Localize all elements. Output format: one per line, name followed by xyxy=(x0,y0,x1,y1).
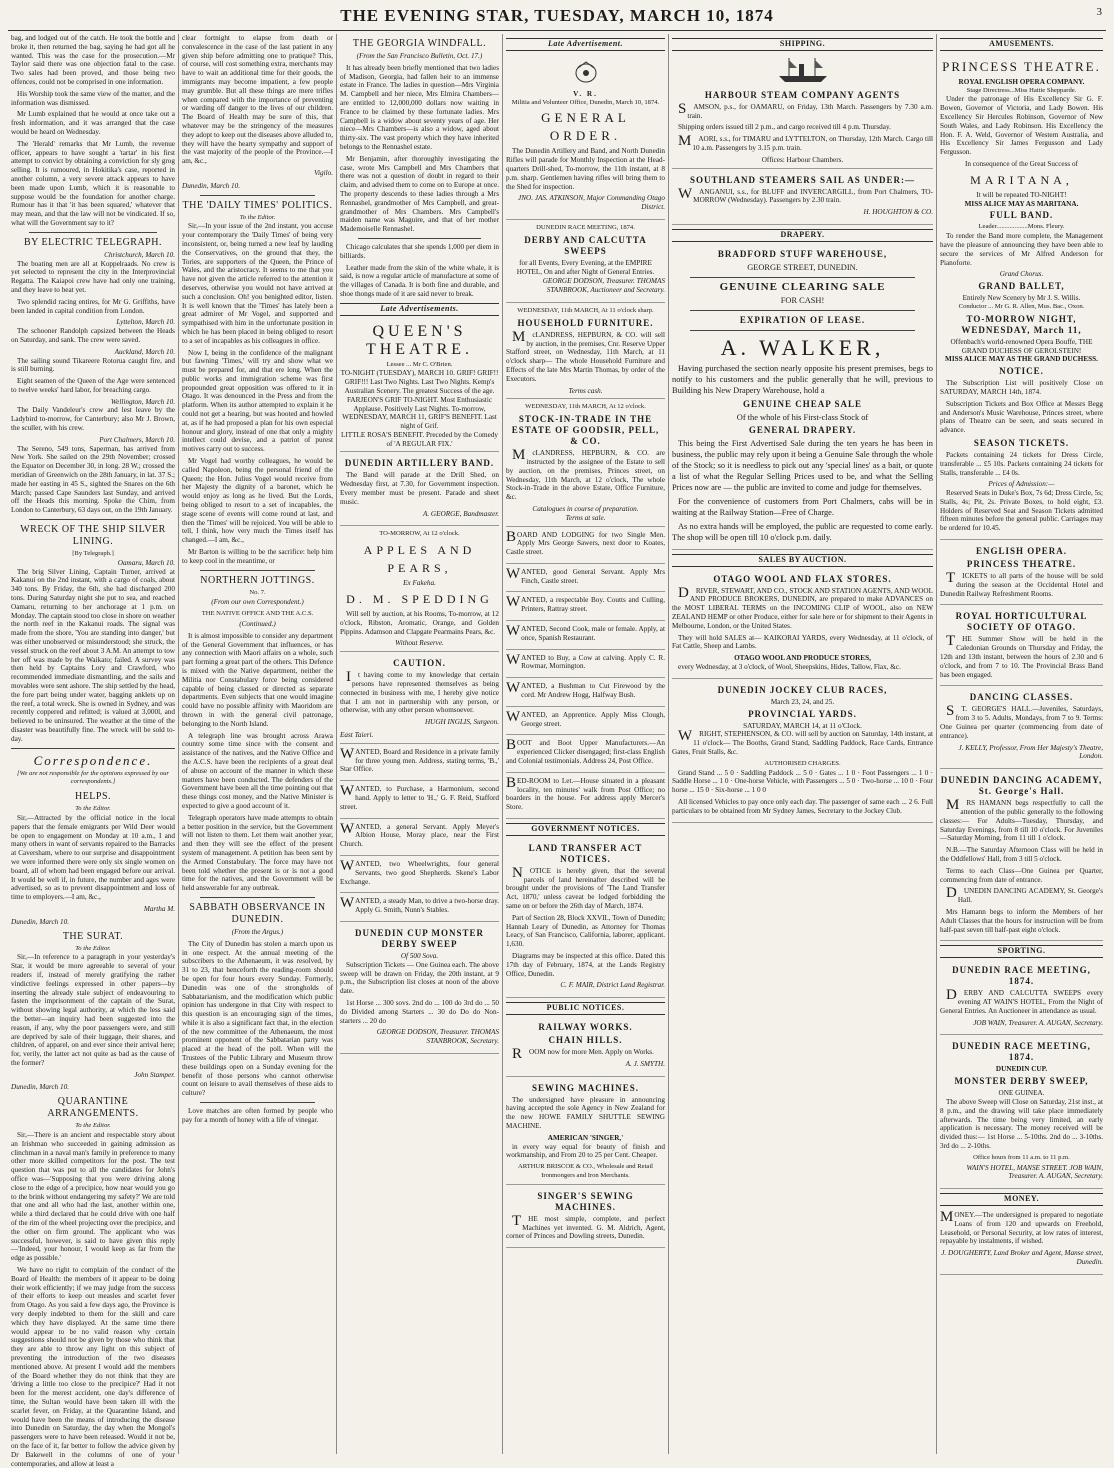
ad-note: Catalogues in course of preparation. xyxy=(532,504,639,513)
section-heading-sporting: SPORTING. xyxy=(940,945,1103,958)
dateline: Christchurch, March 10. xyxy=(104,250,175,259)
money-loans-ad xyxy=(940,1209,1103,1275)
ad-date: WEDNESDAY, 11th MARCH, At 12 o'clock. xyxy=(525,403,646,411)
ad-title: DUNEDIN RACE MEETING, 1874. xyxy=(536,223,635,231)
ad-title: DUNEDIN JOCKEY CLUB RACES, xyxy=(717,684,888,695)
divider xyxy=(358,238,481,239)
ad-signature: J. KELLY, Professor, From Her Majesty's Theatre, London. xyxy=(958,743,1103,761)
dancing-classes-ad xyxy=(940,688,1103,769)
ad-text: Entirely New Scenery by Mr J. S. Willis. xyxy=(962,294,1081,303)
section-heading-shipping: SHIPPING. xyxy=(672,38,933,51)
ad-title: OTAGO WOOL AND FLAX STORES. xyxy=(713,573,892,584)
auctioneer-name: D. M. SPEDDING xyxy=(346,592,493,607)
ad-subtitle: ONE GUINEA. xyxy=(998,1089,1045,1098)
wanted-ad: WANTED, good General Servant. Apply Mrs Finch, Castle street. xyxy=(506,566,665,593)
ad-title: MARITANA, xyxy=(970,172,1073,187)
ad-text: All licensed Vehicles to pay once only each day. The passenger of same each ... 2 6. Full particulars to be obtained from Mr Sydney James, Secretary to the Jockey Club. xyxy=(672,797,933,815)
divider xyxy=(11,748,175,749)
ad-title: DUNEDIN DANCING ACADEMY, St. George's Hall. xyxy=(940,775,1103,797)
ad-text: Lessee ... Mr C. O'Brien. xyxy=(386,360,453,368)
singer-ad xyxy=(506,1187,665,1248)
ad-title: TO-MORROW NIGHT, WEDNESDAY, March 11, xyxy=(961,313,1082,335)
ad-title: CAUTION. xyxy=(393,658,446,669)
ad-text: every Wednesday, at 3 o'clock, of Wool, Sheepskins, Hides, Tallow, Flax, &c. xyxy=(678,662,901,671)
masthead xyxy=(8,4,1106,31)
section-heading-telegraph: BY ELECTRIC TELEGRAPH. xyxy=(24,236,162,248)
letter-text: Mr Barton is willing to be the sacrifice: help him to keep cool in the meantime, or xyxy=(182,548,333,565)
ad-signature: A. J. SMYTH. xyxy=(625,1059,665,1068)
ad-text: Having purchased the section nearly opposite his present premises, begs to notify to his customers and the public generally that he will, previous to Building his New Drapery Warehouse, hold a xyxy=(672,363,933,395)
ad-text: Office hours from 11 a.m. to 11 p.m. xyxy=(973,1153,1070,1161)
divider xyxy=(200,1102,315,1103)
princess-theatre-ad xyxy=(940,54,1103,540)
furniture-auction-ad xyxy=(506,305,665,399)
letter-heading: THE 'DAILY TIMES' POLITICS. xyxy=(182,199,333,211)
ad-text: Subscription Tickets and Box Office at Messrs Begg and Anderson's Music Warehouse, Princes street, where plans of Theatre can be seen, and seats secured in advance. xyxy=(940,399,1103,435)
ad-text: V. R. xyxy=(573,89,598,98)
ad-title: STOCK-IN-TRADE IN THE ESTATE OF GOODSIR, PELL, & CO. xyxy=(511,414,660,447)
apples-pears-ad xyxy=(340,528,499,652)
ad-signature: GEORGE DODSON, Treasurer. THOMAS STANBROOK, Secretary. xyxy=(376,1028,499,1046)
wanted-ad: WANTED, an Apprentice. Apply Miss Clough, George street. xyxy=(506,709,665,736)
letter-text: Sir,—There is an ancient and respectable story about an Irishman who succeeded in gaining admission as clinchman in a naval man's family in preference to many other more skilled competitors for the post. The test question that was put to all the candidates for John's office was—'Supposing that you were driving along close to the edge of a precipice, how near would you go to the brink without endangering my safety?' We are told that one and all who had the last, another within one, while a third declared that he could drive with one half of the rim of the wheel projecting over the precipice, and the other on firm ground. The applicant who was successful, however, is said to have given this reply—'Indeed, your honour, I would keep as far from the edge as possible.' xyxy=(11,1131,175,1263)
ad-title: GENUINE CHEAP SALE xyxy=(742,398,863,409)
column-2: clear fortnight to elapse from death or convalescence in the case of the last patient in any given ship before admitting one to pratique? This, of course, will cost something extra, merchants may have to wait an additional time for their goods, the immigrants may become impatient, a few people may grumble. But all these things are mere trifles when compared with the importance of preventing or warding off danger to the lives of our children. The Board of Health may be sure of this, that whatever may be the stringency of the measures they adopt to keep out the diseases above alluded to, they will have the hearty sympathy and support of the vast majority of the people of the Province.—I am, &c., Vigilo. Dunedin, March 10. THE 'DAILY TIMES' POLITICS. To the Editor. Sir,—In your issue of the 2nd instant, you accuse your contemporary the 'Daily Times' of being very inconsistent, or, being turned a new leaf by lauding the Conservatives, on the ground that they, the Tories, are supporters of the Queen, the Prince of Wales, and the aristocracy. It seems to me that you have not given the article referred to the attention it deserves, otherwise you would not have arrived at such a conclusion. Oh! you benighted editor, listen. It is well known that the 'Times' has lately been a great admirer of Mr Vogel, and supported and sympathised with him in the unfortunate position in which he has been placed in being obliged to resort to a set of incapables as his colleagues in office. Now I, being in the confidence of the malignant but fawning 'Times,' will try and show what we must be prepared for, and that ere long. When the public works and immigration scheme was first propounded great opposition was offered to it in Otago. It was denounced in the Press and from the platform. When its author attempted to explain it he could not get a hearing, but was hooted and howled at, as if he had proposed a plan for his own especial honour and glory, instead of one that only a mighty intellect could devise, and a patriot of purest motives carry out to success. Mr Vogel had worthy colleagues, he would be called Napoleon, being the personal friend of the Queen; the Hon. Julius Vogel would receive from her Majesty the dignity of a baronet, which he would enjoy as long as he lived. But the Lords, being obliged to resort to a set of incapables, the stage scene of events will come round at last, and then the 'Times' will be rejoiced. You will be able to tell, I think, how very much the Times itself has changed.—I am, &c., Mr Barton is willing to be the sacrifice: help him to keep cool in the meantime, or NORTHERN JOTTINGS. No. 7. (From our own Correspondent.) THE NATIVE OFFICE AND THE A.C.S. (Continued.) It is almost impossible to consider any department of the General Government that influences, or has any connection with Maori affairs on a whole, such part forming a great part of the others. This Defence is mixed with the Native department, neither the Militia nor Constabulary force being considered capable of being classed or directed as separate departments. Even subjects that one would imagine could have no possible affinity with Maoridom are thrown in with the general civil patronage, belonging to the North Island. A telegraph line was brought across Arawa country some time since with the consent and assistance of the natives, and the Native Office and the A.C.S. have been the recipients of a great deal of abuse on account of the manner in which these matters have been conducted. The defenders of the Government have been all the time pointing out that these things cost money, and the Native Minister is expected to give a good account of it. Telegraph operators have made attempts to obtain a better position in the service, but the Government will not listen to them. Let them wait another year, and then they will see the effect of the present system of management. A petition has been sent by the Armed Constabulary. The force may have not been told whether the present is or is not a good time for the natives, and the Government will be held answerable for any outbreak. SABBATH OBSERVANCE IN DUNEDIN. (From the Argus.) The City of Dunedin has stolen a march upon us in one respect. At the annual meeting of the subscribers to the Athenaeum, it was resolved, by 31 to 23, that henceforth the reading-room should be open for four hours every Sunday. Formerly, Dunedin was one of the strongholds of Sabbatarianism, and the modification which public opinion has undergone in that City with respect to this question is an encouraging sign of the times, while it is also a significant fact that, in the election of the new committee of the Athenaeum, the most prominent opponent of the Sabbatarian party was placed at the head of the poll. When will the Trustees of the Public Library and Museum throw these buildings open on a Sunday evening for the benefit of those persons who cannot otherwise count on leisure to avail themselves of these aids to culture? Love matches are often formed by people who pay for a month of honey with a life of vinegar. xyxy=(178,34,336,1454)
ad-title: DUNEDIN ARTILLERY BAND. xyxy=(344,458,495,469)
ad-text: As no extra hands will be employed, the public are requested to come early. The shop will be open till 10 o'clock p.m. daily. xyxy=(672,521,933,542)
ad-title: QUEEN'S THEATRE. xyxy=(365,322,474,358)
ad-text: MISS ALICE MAY AS MARITANA. xyxy=(964,199,1079,208)
article-paragraph: A telegraph line was brought across Arawa country some time since with the consent and assistance of the natives, and the Native Office and the A.C.S. have been the recipients of a great deal of abuse on account of the manner in which these matters have been conducted. The defenders of the Government have been all the time pointing out that these things cost money, and the Native Minister is expected to give a good account of it. xyxy=(182,731,333,810)
ad-text: Diagrams may be inspected at this office. Dated this 17th day of February, 1874, at the Lands Registry Office, Dunedin. xyxy=(506,952,665,978)
ad-title: CHAIN HILLS. xyxy=(548,1034,623,1045)
derby-sweep-ad xyxy=(340,924,499,1054)
ad-signature: JOB WAIN, Treasurer. A. AUGAN, Secretary. xyxy=(973,1018,1103,1027)
ad-text: WANGANUI, s.s., for BLUFF and INVERCARGILL, from Port Chalmers, TO-MORROW (Wednesday). Passengers by 2.30 train. xyxy=(678,185,933,205)
ad-title: DUNEDIN RACE MEETING, 1874. xyxy=(952,1041,1091,1063)
wanted-ad: WANTED, a respectable Boy. Coutts and Culling, Printers, Rattray street. xyxy=(506,594,665,621)
ad-signature: ARTHUR BRISCOE & CO., Wholesale and Retail Ironmongers and Iron Merchants. xyxy=(517,1163,653,1179)
ad-title: DERBY AND CALCUTTA SWEEPS xyxy=(524,234,647,256)
wanted-ad: WANTED to Buy, a Cow at calving. Apply C. R. Rowmar, Mornington. xyxy=(506,652,665,679)
ad-note: Terms cash. xyxy=(568,386,603,395)
general-order-ad xyxy=(506,54,665,220)
editorial-note: [We are not responsible for the opinions expressed by our correspondents.] xyxy=(17,769,169,786)
ad-subtitle: FOR CASH! xyxy=(780,295,825,305)
ad-text: MISS ALICE MAY AS THE GRAND DUCHESS. xyxy=(945,355,1098,364)
ad-text: The Dunedin Artillery and Band, and North Dunedin Rifles will parade for Monthly Inspection at the Head-quarters Drill-shed, To-morrow, the 11th instant, at 8 p.m. sharp. Gentlemen having rifles will bring them to the Shed for inspection. xyxy=(506,147,665,191)
divider xyxy=(29,519,157,520)
section-subheading: (From our own Correspondent.) xyxy=(211,598,304,607)
ad-text: for all Events, Every Evening, at the EMPIRE HOTEL, On and after Night of General Entries. xyxy=(516,258,655,276)
ad-title: AMERICAN 'SINGER,' xyxy=(547,1133,624,1142)
letter-date: Dunedin, March 10. xyxy=(182,181,241,190)
ad-title: A. WALKER, xyxy=(720,334,885,360)
ad-place: East Taieri. xyxy=(340,731,374,740)
section-heading-money: MONEY. xyxy=(940,1193,1103,1206)
walker-drapery-ad xyxy=(672,245,933,550)
ad-text: McLANDRESS, HEPBURN, & CO. are instructed by the assignee of the Estate to sell by auction, on the premises, Princes street, on Wednesday, 11th March, at 12 o'clock, The whole Stock-in-Trade in the above Estate, Office Furniture, &c. xyxy=(506,447,665,502)
column-1: bag, and lodged out of the catch. He took the bottle and broke it, then returned the bag, saying he had got all he wanted. This was the case for the prosecution.—Mr Taylor said there was one objection fatal to the case. Two sales had been proved, and those being two offences, could not be comprised in one information. His Worship took the same view of the matter, and the information was dismissed. Mr Lumb explained that he would at once take out a fresh information, and it was arranged that the case would be heard on Wednesday. The 'Herald' remarks that Mr Lumb, the revenue officer, appears to have sought a 'tartar' in his first attempt to convict by obtaining a conviction for sly grog selling. It is rumoured, in Hokitika's case, reported in another column, a very severe attack appears to have been made upon Lumb, which it is reasonable to suppose would be the foundation for another charge. Rumour has it that 'it has been squared,' whatever that may mean, and that the law will not be vindicated. If so, what will the Government say to it? BY ELECTRIC TELEGRAPH. Christchurch, March 10. The boating men are all at Koppelraads. No crew is yet selected to represent the city in the Interprovincial Regatta. The Kaiapoi crew have had only one training, and they leave to beat yet. Two splendid racing entires, for Mr G. Griffiths, have been landed in capital condition from London. Lyttelton, March 10. The schooner Randolph capsized between the Heads on Saturday, and sank. The crew were saved. Auckland, March 10. The sailing sound Tikareere Rotorua caught fire, and is still burning. Eight seamen of the Queen of the Age were sentenced to twelve weeks' hard labor, for breaching cargo. Wellington, March 10. The Daily Vandeleur's crew and lest leave by the Ladybird to-morrow, for Canterbury; also Mr J. Brown, the sculler, with his crew. Port Chalmers, March 10. The Sereno, 549 tons, Saperman, has arrived from New York. She sailed on the 29th November; crossed the Equator on December 30, in long. 28 W.; crossed the meridian of Greenwich on the 28th January, in lat. 37 S.; made her easting in 45 S., sighted the Snares on the 6th March; passed Cape Saunders last Sunday, and arrived off the Heads this morning. Spoke the Chim, from London to Canterbury, 63 days out, on the 19th January. WRECK OF THE SHIP SILVER LINING. [By Telegraph.] Oamaru, March 10. The brig Silver Lining, Captain Turner, arrived at Kakanui on the 2nd instant, with a cargo of coals, about 340 tons. By Friday, the 6th, she had discharged 200 tons. During Saturday night she put to sea, and reached Oamaru, returning to her anchorage at 1 p.m. on Monday. The captain stood too close in shore on weather the north reef in the Kakanui roads. The signal was made from the shore, 'You are standing into danger,' but was either unobserved or misunderstood; she struck, the vessel struck on the reef about 3 A.M. An attempt to tow her off was made by the Waikato; failed. A survey was then held by Captains Lory and Crawford, who recommended immediate dismantling, and the sails and movables were sent ashore. The ship settled by the head, the fore part being under water, bagging anklets up on the reef, a total wreck. She is owned in Sydney, and was recently coppered and refitted; is valued at 3,000l, and believed to be uninsured. The weather at the time of the disaster was beautifully fine. The wreck will be sold to-day. Correspondence. [We are not responsible for the opinions expressed by our correspondents.] HELPS. To the Editor. Sir,—Attracted by the official notice in the local papers that the female emigrants per Wild Deer would be open to engagement on Monday at 10 a.m., I and many others in want of servants repaired to the Barracks at Caversham, where to our surprise and disappointment we were informed there were only six single women on board, all of whom had been engaged before our arrival. It would be well if, in future, the number and ages were advertised, so as to prevent disappointment and loss of time to employers.—I am, &c., Martha M. Dunedin, March 10. THE SURAT. To the Editor. Sir,—In reference to a paragraph in your yesterday's Star, it would be more agreeable to several of your readers if, instead of merely gratifying the rather vindictive feelings expressed in other papers—by inserting the already stale subject of endeavouring to fasten the imprisonment of the captain of the Surat, without showing legal authority, at which the less said the better—an inquiry had been suggested into the reason, if any, why the poor passengers were, and still are deprived by sale of their luggage, their shares, and children, of apparel, on and ever since their arrival here; for, verily, the latter act not quite as bad as the cause of the former? John Stamper. Dunedin, March 10. QUARANTINE ARRANGEMENTS. To the Editor. Sir,—There is an ancient and respectable story about an Irishman who succeeded in gaining admission as clinchman in a naval man's family in preference to many other more skilled competitors for the post. The test question that was put to all the candidates for John's office was—'Supposing that you were driving along close to the edge of a precipice, how near would you go to the brink without endangering my safety?' We are told that one and all who had the last, another within one, while a third declared that he could drive with one half of the rim of the wheel projecting over the precipice, and the other on firm ground. The applicant who was successful, however, is said to have given this reply—'Indeed, your honour, I would keep as far from the edge as possible.' We have no right to complain of the conduct of the Board of Health: the members of it appear to be doing their work efficiently; if we may judge from the success of their efforts to keep out measles and scarlet fever from Otago. As you said a few days ago, the Province is very deeply indebted to them for the skill and care which they have displayed. At the same time there would appear to be no valid reason why certain suggestions should not be given by those who think that they are able to throw any light on this subject of preventing the introduction of the two diseases mentioned above. At present I would add the members of the Board whether they do not think that they are 'driving a little too close to the precipice?' Had it not been for the merest accident, one day's difference of time, the Sultan would have been taken ill with the scarlet fever, on Friday, at the Quarantine Island, and would have been the means of introducing the disease into Dunedin on Saturday, the day when the Mongol's passengers were to have been released. Would it not be, on the face of it, far better to follow the advice given by Dr Bakewell in the columns of one of your contemporaries, and allow at least a xyxy=(11,34,175,1468)
ad-date: TO-MORROW, At 12 o'clock. xyxy=(379,530,460,538)
section-heading-late-ads: Late Advertisements. xyxy=(340,303,499,316)
article-paragraph: It has already been briefly mentioned that two ladies of Madison, Georgia, had fallen heir to an immense estate in France. The ladies in question—Mrs Virginia M. Campbell and her niece, Mrs Elmira Chambers—are entitled to 12,000,000 dollars now waiting in France to be claimed by these fortunate ladies. Mrs Campbell is a widow about seventy years of age. Her niece—Mrs Chambers—is also a widow, aged about thirty-six. The vast property which they have inherited belongs to the Rennashel estate. xyxy=(340,63,499,151)
ad-text: N.B.—The Saturday Afternoon Class will be held in the Oddfellows' Hall, from 3 till 5 o'clock. xyxy=(940,846,1103,864)
ad-text: MRS HAMANN begs respectfully to call the attention of the public generally to the following classes:— For Adults—Tuesday, Thursday, and Saturday Evenings, from 8 till 10 o'clock. For Juveniles—Saturday Morning, from 11 till 1 o'clock. xyxy=(940,797,1103,843)
column-6 xyxy=(936,34,1106,1454)
steamship-icon xyxy=(773,54,833,84)
masthead-title: THE EVENING STAR, TUESDAY, MARCH 10, 1874 xyxy=(340,6,774,25)
ad-text: THE most simple, complete, and perfect Machines yet invented. G. M. Aldrich, Agent, corner of Princes and Dowling streets, Dunedin. xyxy=(506,1212,665,1241)
monster-sweep-ad xyxy=(940,1037,1103,1189)
ad-title: PRINCESS THEATRE. xyxy=(942,58,1101,74)
letter-heading: HELPS. xyxy=(74,791,112,803)
telegram-text: The boating men are all at Koppelraads. No crew is yet selected to represent the city in the Interprovincial Regatta. The Kaiapoi crew have had only one training, and they leave to beat yet. xyxy=(11,259,175,294)
section-heading-georgia: THE GEORGIA WINDFALL. xyxy=(352,38,487,49)
ad-subtitle: AUTHORISED CHARGES. xyxy=(764,759,841,767)
ad-signature: JNO. JAS. ATKINSON, Major Commanding Otago District. xyxy=(518,194,665,212)
charges-list: Grand Stand ... 5 0 · Saddling Paddock ... 5 0 · Gates ... 1 0 · Foot Passengers ... 1 0 · Saddle Horse ... 1 0 · One-horse Vehicle, with Passengers ... 5 0 · Two-horse ... 10 0 · Four horse ... 15 0 · Six-horse ... 1 0 0 xyxy=(672,768,933,795)
section-heading-government: GOVERNMENT NOTICES. xyxy=(506,823,665,836)
ad-text: in every way equal for beauty of finish and workmanship, and From 20 to 25 per Cent. Cheaper. xyxy=(506,1142,665,1160)
section-subheading: (From the Argus.) xyxy=(231,927,284,936)
ad-text: Terms to each Class—One Guinea per Quarter, commencing from date of entrance. xyxy=(940,866,1103,884)
letter-text: clear fortnight to elapse from death or convalescence in the case of the last patient in any given ship before admitting one to pratique? This, of course, will cost something extra, merchants may have to wait an additional time for their goods, the immigrants may become impatient, a few people may grumble. But all these things are mere trifles when compared with the importance of preventing or warding off danger to the lives of our children. The Board of Health may be sure of this, that whatever may be the stringency of the measures they adopt to keep out the diseases above alluded to, they will have the hearty sympathy and support of the vast majority of the people of the Province.—I am, &c., xyxy=(182,34,333,166)
ad-text: WRIGHT, STEPHENSON, & CO. will sell by auction on Saturday, 14th instant, at 11 o'clock— The Booths, Grand Stand, Saddling Paddock, Race Cards, Entrance Gates, Fruit Stalls, &c. xyxy=(672,728,933,756)
telegram-text: Eight seamen of the Queen of the Age were sentenced to twelve weeks' hard labor, for breaching cargo. xyxy=(11,377,175,394)
ad-text: Offices: Harbour Chambers. xyxy=(761,155,844,164)
wanted-ad: WANTED, Second Cook, male or female. Apply, at once, Spanish Restaurant. xyxy=(506,623,665,650)
ad-signature: HUGH INGLIS, Surgeon. xyxy=(424,718,499,727)
letter-date: Dunedin, March 10. xyxy=(11,917,70,926)
letter-text: Sir,—Attracted by the official notice in the local papers that the female emigrants per Wild Deer would be open to engagement on Monday at 10 a.m., I and many others in want of servants repaired to the Barracks at Caversham, where to our surprise and disappointment we were informed there were only six single women on board, all of whom had been engaged before our arrival. It would be well if, in future, the number and ages were advertised, so as to prevent disappointment and loss of time to employers.—I am, &c., xyxy=(11,813,175,902)
english-opera-ad xyxy=(940,542,1103,605)
page-number: 3 xyxy=(1096,6,1102,18)
wanted-ad: WANTED, a Bushman to Cut Firewood by the cord. Mr Andrew Hogg, Halfway Bush. xyxy=(506,680,665,707)
letter-text: We have no right to complain of the conduct of the Board of Health: the members of it appear to be doing their work efficiently; if we may judge from the success of their efforts to keep out measles and scarlet fever from Otago. As you said a few days ago, the Province is very deeply indebted to them for the skill and care which they have displayed. At the same time there would appear to be no valid reason why certain suggestions should not be given by those who think that they are able to throw any light on this subject of preventing the introduction of the two diseases mentioned above. At present I would add the members of the Board whether they do not think that they are 'driving a little too close to the precipice?' Had it not been for the merest accident, one day's difference of time, the Sultan would have been taken ill with the scarlet fever, on Friday, at the Quarantine Island, and would have been the means of introducing the disease into Dunedin on Saturday, the day when the Mongol's passengers were to have been released. Would it not be, on the face of it, far better to follow the advice given by Dr Bakewell in the columns of one of your contemporaries, and allow at least a xyxy=(11,1266,175,1468)
ad-note: Without Reserve. xyxy=(395,639,444,648)
dateline: Port Chalmers, March 10. xyxy=(99,435,175,444)
ad-title: GENUINE CLEARING SALE xyxy=(719,280,886,293)
ad-text: Ex Fakeha. xyxy=(403,579,436,588)
ad-text: Of the whole of his First-class Stock of xyxy=(736,412,869,422)
dateline: Auckland, March 10. xyxy=(114,347,175,356)
ad-text: DRIVER, STEWART, AND CO., STOCK AND STATION AGENTS, AND WOOL AND PRODUCE BROKERS, DUNEDIN, are prepared to make ADVANCES on the MOST LIBERAL TERMS on the INCOMING CLIP of WOOL, also on NEW ZEALAND HEMP or other Produce, either for sale here or for shipment to their Agents in Melbourne, London, or the United States. xyxy=(672,584,933,630)
ad-title: HARBOUR STEAM COMPANY AGENTS xyxy=(704,89,901,100)
sewing-machines-ad xyxy=(506,1079,665,1185)
divider xyxy=(690,330,915,331)
ad-text: LITTLE ROSA'S BENEFIT. Preceded by the Comedy of 'A REGULAR FIX.' xyxy=(340,430,499,448)
section-heading-wreck: WRECK OF THE SHIP SILVER LINING. xyxy=(20,524,166,548)
ad-text: Stage Directress...Miss Hattie Shepparde. xyxy=(966,86,1077,94)
ad-signature: C. F. MAIR, District Land Registrar. xyxy=(560,981,665,990)
section-heading-amusements: AMUSEMENTS. xyxy=(940,38,1103,51)
ad-text: ROOM now for more Men. Apply on Works. xyxy=(512,1045,654,1062)
section-number: No. 7. xyxy=(249,588,266,596)
bedroom-ad: BED-ROOM to Let.—House situated in a pleasant locality, ten minutes' walk from Post Office; no boarders in the house. For address apply Mercer's Store. xyxy=(506,775,665,819)
ad-text: For the convenience of customers from Port Chalmers, cabs will be in waiting at the Railway Station—Free of Charge. xyxy=(672,496,933,517)
ad-text: TO-NIGHT (TUESDAY), MARCH 10. GRIF! GRIF!! GRIF!!! Last Two Nights. Last Two Nights. Kemp's Australian Scenery. The greatest Success of the age. FARJEON'S GRIF TO-NIGHT. Most Enthusiastic Applause. Positively Last Nights. To-morrow, WEDNESDAY, MARCH 11, GRIF'S BENEFIT. Last night of Grif. xyxy=(340,369,499,431)
ad-title: FULL BAND. xyxy=(989,210,1054,221)
ad-date: SATURDAY, MARCH 14, at 11 o'Clock. xyxy=(743,721,862,730)
divider xyxy=(690,277,915,278)
ad-text: Militia and Volunteer Office, Dunedin, March 10, 1874. xyxy=(511,98,660,106)
letter-text: Now I, being in the confidence of the malignant but fawning 'Times,' will try and show what we must be prepared for, and that ere long. When the public works and immigration scheme was first propounded great opposition was offered to it in Otago. It was denounced in the Press and from the platform. When its author attempted to explain it he could not get a hearing, but was hooted and howled at, as if he had proposed a plan for his own especial honour and glory, instead of one that only a mighty intellect could devise, and a patriot of purest motives carry out to success. xyxy=(182,348,333,454)
section-heading-auction: SALES BY AUCTION. xyxy=(672,554,933,567)
column-5 xyxy=(668,34,936,1454)
divider xyxy=(690,310,915,311)
ad-title: PROVINCIAL YARDS. xyxy=(748,708,857,719)
ad-text: NOTICE is hereby given, that the several parcels of land hereinafter described will be brought under the provisions of 'The Land Transfer Act, 1870,' unless caveat be lodged forbidding the same on or before the 26th day of March, 1874. xyxy=(506,864,665,911)
ad-title: SOUTHLAND STEAMERS SAIL AS UNDER:— xyxy=(689,174,916,185)
ad-subtitle: Of 500 Sova. xyxy=(400,951,439,960)
ad-note: Terms at sale. xyxy=(565,513,606,522)
ad-text: Conductor ... Mr G. R. Allen, Mus. Bac., Oxon. xyxy=(958,302,1085,310)
ad-subtitle: GEORGE STREET, DUNEDIN. xyxy=(747,262,858,272)
ad-text: MONEY.—The undersigned is prepared to negotiate Loans of from 120 and upwards on Freehold, Leasehold, or Personal Security, at low rates of interest, repayable by instalments, if wished. xyxy=(940,1208,1103,1246)
wanted-ad: WANTED, two Wheelwrights, four general Servants, two good Shepherds. Skene's Labor Exchange. xyxy=(340,858,499,893)
prize-list: 1st Horse ... 300 sovs. 2nd do ... 100 do 3rd do ... 50 do Divided among Starters ... 30 do Do do Non-starters ... 20 do xyxy=(340,998,499,1025)
continued-note: (Continued.) xyxy=(239,620,276,629)
ad-text: The Band will parade at the Drill Shed, on Wednesday first, at 7.30, for Government inspection. Every member must be present. Parade and sheet music. xyxy=(340,471,499,506)
ad-title: DUNEDIN CUP MONSTER DERBY SWEEP xyxy=(354,927,484,949)
wanted-ad: WANTED, a general Servant. Apply Meyer's Albion House, Moray place, near the First Church. xyxy=(340,821,499,856)
ad-text: The undersigned have pleasure in announcing having accepted the sole Agency in New Zealand for the new HOWE FAMILY SHUTTLE SEWING MACHINE. xyxy=(506,1095,665,1130)
ad-text: Leader...................Mons. Fleury. xyxy=(978,223,1065,231)
wanted-ad: WANTED, Board and Residence in a private family for three young men. Address, stating terms, 'B.,' Star Office. xyxy=(340,746,499,781)
article-paragraph: bag, and lodged out of the catch. He took the bottle and broke it, then returned the bag, saying he had got all he wanted. This was the case for the prosecution.—Mr Taylor said there was one objection fatal to the case. Two sales had been proved, and those being two offences, could not be comprised in one information. xyxy=(11,34,175,86)
letter-text: Mr Vogel had worthy colleagues, he would be called Napoleon, being the personal friend of the Queen; the Hon. Julius Vogel would receive from her Majesty the dignity of a baronet, which he would enjoy as long as he lived. But the Lords, being obliged to resort to a set of incapables, the stage scene of events will come round at last, and then the 'Times' will be rejoiced. You will be able to tell, I think, how very much the Times itself has changed.—I am, &c., xyxy=(182,457,333,545)
letter-signature: Martha M. xyxy=(143,904,175,913)
queens-theatre-ad xyxy=(340,319,499,453)
article-paragraph: It is almost impossible to consider any department of the General Government that influences, or has any connection with Maori affairs on a whole, such part forming a great part of the others. This Defence is mixed with the Native department, neither the Militia nor Constabulary force being considered capable of being classed or directed as separate departments. Even subjects that one would imagine could have no possible affinity with Maoridom are thrown in with the general civil patronage, belonging to the North Island. xyxy=(182,631,333,728)
ad-signature: H. HOUGHTON & CO. xyxy=(863,208,933,217)
letter-date: Dunedin, March 10. xyxy=(11,1083,70,1092)
ad-signature: J. DOUGHERTY, Land Broker and Agent, Manse street, Dunedin. xyxy=(941,1249,1103,1266)
telegram-text: The sailing sound Tikareere Rotorua caught fire, and is still burning. xyxy=(11,356,175,374)
ad-title: GRAND BALLET, xyxy=(978,281,1065,292)
column-3 xyxy=(336,34,502,1454)
ad-title: GENERAL DRAPERY. xyxy=(748,424,857,435)
letter-signature: Vigilo. xyxy=(314,168,333,177)
ad-text: Part of Section 28, Block XXVII., Town of Dunedin; Hannah Leary of Dunedin, as Attorney for Thomas Leacy, of San Francisco, California, laborer, applicant. 1,630. xyxy=(506,913,665,949)
ad-text: DUNEDIN DANCING ACADEMY, St. George's Hall. xyxy=(946,885,1103,905)
ad-title: HOUSEHOLD FURNITURE. xyxy=(517,317,654,328)
article-paragraph: His Worship took the same view of the matter, and the information was dismissed. xyxy=(11,89,175,107)
wanted-ad: WANTED, a steady Man, to drive a two-horse dray. Apply G. Smith, Nunn's Stables. xyxy=(340,895,499,922)
ad-text: MAORI, s.s., for TIMARU and LYTTELTON, on Thursday, 12th March. Cargo till 10 a.m. Passengers by 3.15 p.m. train. xyxy=(678,133,933,152)
ad-text: This being the First Advertised Sale during the ten years he has been in business, the public may rely upon it being a Genuine Sale through the whole of the Stock; so it is needless to pick out any 'special lines' as a bait, or quote a list of what the Regular Selling Prices used to be, and what the Selling Prices now are — the public are invited to come and judge for themselves. xyxy=(672,438,933,492)
ad-title: ROYAL HORTICULTURAL SOCIETY OF OTAGO. xyxy=(955,611,1088,633)
ad-text: Packets containing 24 tickets for Dress Circle, transferable ... £5 10s. Packets containing 24 tickets for Stalls, transferable ... £4 0s. xyxy=(940,450,1103,477)
divider xyxy=(200,570,315,571)
letter-text: Sir,—In reference to a paragraph in your yesterday's Star, it would be more agreeable to several of your readers if, instead of merely gratifying the rather vindictive feelings expressed in other papers—by inserting the already stale subject of endeavouring to fasten the imprisonment of the captain of the Surat, without showing legal authority, at which the less said the better—an inquiry had been suggested into the reason, if any, why the poor passengers were, and still are deprived by sale of their luggage, their shares, and children, of apparel, on and ever since their arrival here; for, verily, the latter act not quite as bad as the cause of the former? xyxy=(11,953,175,1067)
ad-text: The Subscription List will positively Close on SATURDAY, MARCH 14th, 1874. xyxy=(940,379,1103,396)
wool-stores-ad xyxy=(672,570,933,679)
section-heading-late-ad: Late Advertisement. xyxy=(506,38,665,51)
ad-title: SEWING MACHINES. xyxy=(531,1082,639,1093)
wains-sweeps-ad xyxy=(940,961,1103,1035)
divider xyxy=(29,232,157,233)
section-subheading: [By Telegraph.] xyxy=(72,550,114,558)
section-heading-drapery: DRAPERY. xyxy=(672,229,933,242)
column-4 xyxy=(502,34,668,1454)
ad-text: ST. GEORGE'S HALL.—Juveniles, Saturdays, from 3 to 5. Adults, Mondays, from 7 to 9. Terms: One Guinea per quarter (commencing from date of entrance). xyxy=(940,703,1103,740)
ad-text: Subscription Tickets — One Guinea each. The above sweep will be drawn on Friday, the 20th instant, at 9 p.m., the Subscription list closes at noon of the above date. xyxy=(340,960,499,996)
ad-title: APPLES AND PEARS, xyxy=(363,543,476,576)
ad-text: In consequence of the Great Success of xyxy=(965,159,1078,168)
ad-text: THE Summer Show will be held in the Caledonian Grounds on Thursday and Friday, the 12th and 13th instant, between the hours of 2.30 and 6 o'clock, and from 7 to 10. The Provincial Brass Band has been engaged. xyxy=(940,633,1103,679)
ad-subtitle: ROYAL ENGLISH OPERA COMPANY. xyxy=(958,77,1085,86)
ad-title: ENGLISH OPERA. xyxy=(975,546,1067,557)
ad-title: BRADFORD STUFF WAREHOUSE, xyxy=(717,248,888,259)
ad-text: The above Sweep will Close on Saturday, 21st inst., at 8 p.m., and the drawing will take place immediately afterwards. The time being very limited, an early application is necessary. The money received will be divided thus:— 1st Horse ... 5-10ths. 2nd do ... 3-10ths. 3rd do ... 2-10ths. xyxy=(940,1097,1103,1150)
letter-heading: QUARANTINE ARRANGEMENTS. xyxy=(47,1096,139,1120)
section-heading-public: PUBLIC NOTICES. xyxy=(506,1002,665,1015)
article-paragraph: The brig Silver Lining, Captain Turner, arrived at Kakanui on the 2nd instant, with a cargo of coals, about 340 tons. By Friday, the 6th, she had discharged 200 tons. During Saturday night she put to sea, and reached Oamaru, returning to her anchorage at 1 p.m. on Monday. The captain stood too close in shore on weather the north reef in the Kakanui roads. The signal was made from the shore, 'You are standing into danger,' but was either unobserved or misunderstood; she struck, the vessel struck on the reef about 3 A.M. An attempt to tow her off was made by the Waikato; failed. A survey was then held by Captains Lory and Crawford, who recommended immediate dismantling, and the sails and movables were sent ashore. The ship settled by the head, the fore part being under water, bagging anklets up on the reef, a total wreck. She is owned in Sydney, and was recently coppered and refitted; is valued at 3,000l, and believed to be uninsured. The weather at the time of the disaster was beautifully fine. The wreck will be sold to-day. xyxy=(11,567,175,743)
ad-title: DUNEDIN RACE MEETING, 1874. xyxy=(952,965,1091,987)
ad-title: SINGER'S SEWING MACHINES. xyxy=(537,1190,634,1212)
ad-text: McLANDRESS, HEPBURN, & CO. will sell by auction, in the premises, Cnr. Reserve Upper Stafford street, on Wednesday, 11th March, at 11 o'clock sharp— The whole Household Furniture and Effects of the late Mrs Martin Thomas, by order of the Executors. xyxy=(506,328,665,383)
ad-text: Grand Chorus. xyxy=(999,270,1044,279)
section-subheading: (From the San Francisco Bulletin, Oct. 17.) xyxy=(356,52,483,60)
ad-text: Will sell by auction, at his Rooms, To-morrow, at 12 o'clock, Ribston, Aromatic, Orange, and Golden Pippins. Adamson and Clapgate Pearmains Pears, &c. xyxy=(340,610,499,636)
ad-text: It will be repeated TO-NIGHT! xyxy=(976,190,1067,199)
ad-title: SEASON TICKETS. xyxy=(973,437,1070,448)
ad-date: WEDNESDAY, 11th MARCH, At 11 o'clock sharp. xyxy=(517,306,654,314)
ad-text: Shipping orders issued till 2 p.m., and cargo received till 4 p.m. Thursday. xyxy=(678,123,891,132)
royal-crest-icon xyxy=(556,58,616,88)
ad-title: GENERAL ORDER. xyxy=(541,110,630,144)
article-paragraph: Leather made from the skin of the white whale, it is said, is now a regular article of manufacture at some of the villages of Canada. It is both fine and durable, and shoe thongs made of it are said never to break. xyxy=(340,263,499,298)
article-paragraph: Mr Benjamin, after thoroughly investigating the case, wrote Mrs Campbell and Mrs Chambers that there was not a question of doubt in regard to their claim, and advised them to come on to Europe at once. The property descends to these ladies through a Mrs Rennashel, grandmother of Mrs Campbell, and great-grandmother of Mrs Chambers. Mrs Campbell's maiden name was Maguire, and that of her mother Mademoiselle Rennashel. xyxy=(340,154,499,234)
divider xyxy=(200,897,315,898)
ad-text: Reserved Seats in Duke's Box, 7s 6d; Dress Circle, 5s; Stalls, 4s; Pit, 2s. Private Boxes, to hold eight, £3. Holders of Reserved Seat and Season Tickets admitted fifteen minutes before the general public. Carriages may be ordered for 10.45. xyxy=(940,489,1103,533)
letter-heading: THE SURAT. xyxy=(62,930,124,942)
article-paragraph: Love matches are often formed by people who pay for a month of honey with a life of vinegar. xyxy=(182,1107,333,1124)
race-sweeps-ad xyxy=(506,222,665,303)
wanted-ad: WANTED, to Purchase, a Harmonium, second hand. Apply to letter to 'H.,' G. F. Reid, Stafford street. xyxy=(340,783,499,818)
ad-text: SAMSON, p.s., for OAMARU, on Friday, 13th March. Passengers by 7.30 a.m. train. xyxy=(678,100,933,120)
telegram-text: The Daily Vandeleur's crew and lest leave by the Ladybird to-morrow, for Canterbury; also Mr J. Brown, the sculler, with his crew. xyxy=(11,406,175,433)
dancing-academy-ad xyxy=(940,771,1103,941)
railway-works-ad xyxy=(506,1018,665,1077)
ad-text: Offenbach's world-renowned Opera Bouffe, THE GRAND DUCHESS OF GEROLSTEIN! xyxy=(950,337,1093,355)
ad-title: RAILWAY WORKS. xyxy=(538,1021,633,1032)
ad-text: They will hold SALES at— KAIKORAI YARDS, every Wednesday, at 11 o'clock, of Fat Cattle, Sheep and Lambs. xyxy=(672,633,933,651)
section-subheading: THE NATIVE OFFICE AND THE A.C.S. xyxy=(201,610,314,618)
harbour-steam-ad xyxy=(672,86,933,169)
article-paragraph: Chicago calculates that she spends 1,000 per diem in billiards. xyxy=(340,242,499,260)
letter-signature: John Stamper. xyxy=(134,1070,175,1079)
boot-trade-ad: BOOT and Boot Upper Manufacturers.—An experienced Clicker disengaged; first-class English and Colonial testimonials. Address 24, Post Office. xyxy=(506,737,665,772)
section-heading-sabbath: SABBATH OBSERVANCE IN DUNEDIN. xyxy=(189,901,326,925)
article-paragraph: The City of Dunedin has stolen a march upon us in one respect. At the annual meeting of the subscribers to the Athenaeum, it was resolved, by 31 to 23, that henceforth the reading-room should be open for four hours every Sunday. Formerly, Dunedin was one of the strongholds of Sabbatarianism, and the modification which public opinion has undergone in that City with respect to this question is an encouraging sign of the times, while it is also a significant fact that, in the election of the new committee of the Athenaeum, the most prominent opponent of the Sabbatarian party was placed at the head of the poll. When will the Trustees of the Public Library and Museum throw these buildings open on a Sunday evening for the benefit of those persons who cannot otherwise count on leisure to avail themselves of these aids to culture? xyxy=(182,939,333,1098)
ad-title: NOTICE. xyxy=(999,366,1044,377)
ad-subtitle: Prices of Admission:— xyxy=(988,480,1055,489)
article-paragraph: Mr Lumb explained that he would at once take out a fresh information, and it was arranged that the case would be heard on Wednesday. xyxy=(11,110,175,136)
southland-steamers-ad xyxy=(672,171,933,225)
ad-title: MONSTER DERBY SWEEP, xyxy=(954,1076,1089,1087)
letter-text: Sir,—In your issue of the 2nd instant, you accuse your contemporary the 'Daily Times' of being very inconsistent, or, being turned a new leaf by lauding the Conservatives, on the ground that they, the Tories, are supporters of the Queen, the Prince of Wales, and the aristocracy. It seems to me that you have not given the article referred to the attention it deserves, otherwise you would not have arrived at such a conclusion. Oh! you benighted editor, listen. It is well known that the 'Times' has lately been a great admirer of Mr Vogel, and supported and sympathised with him in the unfortunate position in which he has been placed in being obliged to resort to a set of incapables as his colleagues in office. xyxy=(182,222,333,345)
ad-text: It having come to my knowledge that certain persons have represented themselves as being connected in business with me, I hereby give notice that I am not in partnership with any person, or otherwise, with any other person whomsoever. xyxy=(340,669,499,715)
ad-title: DUNEDIN CUP. xyxy=(995,1065,1048,1074)
ad-signature: GEORGE DODSON, Treasurer. THOMAS STANBROOK, Auctioneer and Secretary. xyxy=(542,277,665,295)
telegram-text: Two splendid racing entires, for Mr G. Griffiths, have been landed in capital condition from London. xyxy=(11,297,175,315)
land-transfer-notice xyxy=(506,839,665,998)
divider xyxy=(200,195,315,196)
horticultural-ad xyxy=(940,607,1103,686)
ad-text: TICKETS to all parts of the house will be sold during the season at the Occidental Hotel and Dunedin Railway Refreshment Rooms. xyxy=(940,570,1103,598)
ad-signature: A. GEORGE, Bandmaster. xyxy=(422,509,499,518)
section-heading-northern: NORTHERN JOTTINGS. xyxy=(200,574,315,586)
ad-text: Mrs Hamann begs to inform the Members of her Adult Classes that the hours for instruction will be from half-past seven till half-past eight o'clock. xyxy=(940,908,1103,934)
dateline: Lyttelton, March 10. xyxy=(116,318,175,327)
stock-auction-ad xyxy=(506,401,665,526)
telegram-text: The Sereno, 549 tons, Saperman, has arrived from New York. She sailed on the 29th November; crossed the Equator on December 30, in long. 28 W.; crossed the meridian of Greenwich on the 28th January, in lat. 37 S.; made her easting in 45 S., sighted the Snares on the 6th March; passed Cape Saunders last Sunday, and arrived off the Heads this morning. Spoke the Chim, from London to Canterbury, 63 days out, on the 19th January. xyxy=(11,444,175,515)
telegram-text: The schooner Randolph capsized between the Heads on Saturday, and sank. The crew were saved. xyxy=(11,327,175,344)
section-heading-correspondence: Correspondence. xyxy=(33,752,153,768)
dateline: Oamaru, March 10. xyxy=(117,558,175,567)
ad-title: DANCING CLASSES. xyxy=(969,692,1074,703)
article-paragraph: Telegraph operators have made attempts to obtain a better position in the service, but the Government will not listen to them. Let them wait another year, and then they will see the effect of the present system of management. A petition has been sent by the Armed Constabulary. The force may have not been told whether the present is or is not a good time for the natives, and the Government will be held answerable for any outbreak. xyxy=(182,813,333,893)
ad-subtitle: March 23, 24, and 25. xyxy=(770,697,835,706)
ad-title: PRINCESS THEATRE. xyxy=(966,559,1077,570)
ad-text: To render the Band more complete, the Management have the pleasure of announcing they have been able to secure the services of Mr Alfred Anderson for Pianoforte. xyxy=(940,232,1103,267)
ad-title: EXPIRATION OF LEASE. xyxy=(739,314,866,325)
ad-text: Under the patronage of His Excellency Sir G. F. Bowen, Governor of Victoria, and Lady Bowen. His Excellency Sir Hercules Robinson, Governor of New South Wales, and Lady Robinson. His Excellency the Hon. F. A. Weld, Governor of Western Australia, and His Excellency Sir James Fergusson and Lady Fergusson. xyxy=(940,95,1103,157)
ad-text: DERBY AND CALCUTTA SWEEPS every evening AT WAIN'S HOTEL, From the Night of General Entries. An Auctioneer in attendance as usual. xyxy=(940,987,1103,1015)
caution-ad xyxy=(340,654,499,744)
artillery-band-ad xyxy=(340,454,499,526)
ad-signature: WAIN'S HOTEL, MANSE STREET. JOB WAIN, Treasurer. A. AUGAN, Secretary. xyxy=(966,1163,1103,1181)
board-lodging-ad: BOARD AND LODGING for two Single Men. Apply Mrs George Sawers, next door to Koates, Castle street. xyxy=(506,529,665,564)
ad-title: LAND TRANSFER ACT NOTICES. xyxy=(528,842,643,864)
jockey-club-ad xyxy=(672,681,933,823)
dateline: Wellington, March 10. xyxy=(110,397,175,406)
ad-title: OTAGO WOOL AND PRODUCE STORES, xyxy=(734,654,871,663)
article-paragraph: The 'Herald' remarks that Mr Lumb, the revenue officer, appears to have sought a 'tartar' in his first attempt to convict by obtaining a conviction for sly grog selling. It is rumoured, in Hokitika's case, reported in another column, a very severe attack appears to have been made upon Lumb, which it is reasonable to suppose would be the foundation for another charge. Rumour has it that 'it has been squared,' whatever that may mean, and that the law will not be vindicated. If so, what will the Government say to it? xyxy=(11,139,175,227)
